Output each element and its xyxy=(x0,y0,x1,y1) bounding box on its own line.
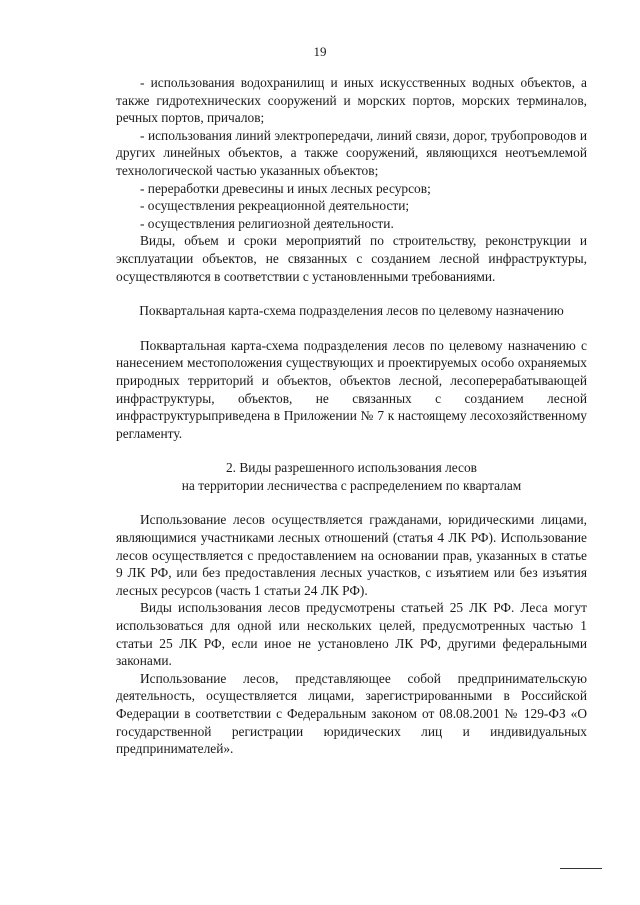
paragraph-construction: Виды, объем и сроки мероприятий по строительству, реконструкции и эксплуатации объектов, не связанных с созданием лесной инфраструктуры, осуществляются в соответствии с установленными требованиями. xyxy=(116,233,587,284)
bullet-item: - осуществления рекреационной деятельности; xyxy=(140,198,410,214)
bullet-item: - переработки древесины и иных лесных ресурсов; xyxy=(140,180,431,196)
page-number: 19 xyxy=(313,44,327,59)
section-heading-map: Поквартальная карта-схема подразделения лесов по целевому назначению xyxy=(139,303,564,319)
paragraph-usage-2: Виды использования лесов предусмотрены статьей 25 ЛК РФ. Леса могут использоваться для одной или нескольких целей, предусмотренных частью 1 статьи 25 ЛК РФ, если иное не установлено ЛК РФ, другими федеральными законами. xyxy=(116,600,587,669)
section-2-heading-line2: на территории лесничества с распределением по кварталам xyxy=(181,477,522,493)
paragraph-map: Поквартальная карта-схема подразделения лесов по целевому назначению с нанесением местоположения существующих и проектируемых особо охраняемых природных территорий и объектов, объектов лесной, лесоперерабатывающей инфраструктуры, объектов, не связанных с созданием лесной инфраструктурыприведена в Приложении № 7 к настоящему лесохозяйственному регламенту. xyxy=(116,337,587,441)
page-content xyxy=(116,74,587,758)
bullet-item: - осуществления религиозной деятельности. xyxy=(140,215,394,231)
bullet-item: - использования водохранилищ и иных искусственных водных объектов, а также гидротехнических сооружений и морских портов, морских терминалов, речных портов, причалов; xyxy=(116,75,587,126)
bullet-item: - использования линий электропередачи, линий связи, дорог, трубопроводов и других линейных объектов, а также сооружений, являющихся неотъемлемой технологической частью указанных объектов; xyxy=(116,127,587,178)
paragraph-usage-1: Использование лесов осуществляется гражданами, юридическими лицами, являющимися участниками лесных отношений (статья 4 ЛК РФ). Использование лесов осуществляется с предоставлением на основании прав, указанных в статье 9 ЛК РФ, или без предоставления лесных участков, с изъятием или без изъятия лесных ресурсов (часть 1 статьи 24 ЛК РФ). xyxy=(116,512,587,598)
bottom-rule xyxy=(560,868,602,869)
section-2-heading-line1: 2. Виды разрешенного использования лесов xyxy=(225,460,478,476)
paragraph-usage-3: Использование лесов, представляющее собой предпринимательскую деятельность, осуществляется лицами, зарегистрированными в Российской Федерации в соответствии с Федеральным законом от 08.08.2001 № 129-ФЗ «О государственной регистрации юридических лиц и индивидуальных предпринимателей». xyxy=(116,670,587,757)
